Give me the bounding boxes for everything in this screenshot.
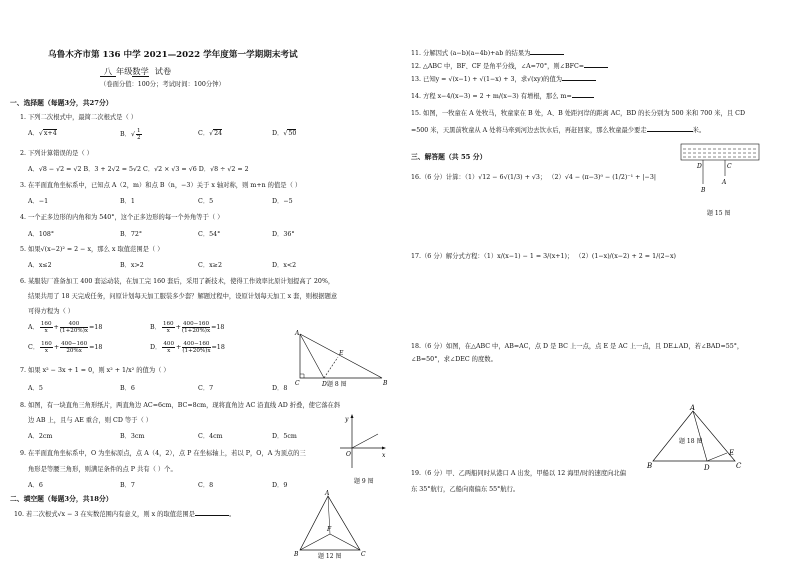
q3-option-a: A．−1	[28, 198, 49, 205]
exam-subtitle: 八 年级数学 试卷	[100, 66, 171, 77]
fig12-label-a: A	[325, 490, 330, 497]
fig12-label-f: F	[327, 526, 332, 533]
q4-option-d: D．36°	[272, 231, 295, 238]
question-13: 13. 已知y = √(x−1) + √(1−x) + 3，求√(xy)的值为	[411, 74, 596, 84]
fig18-label-d: D	[704, 464, 710, 472]
fig15-label-b: B	[701, 187, 706, 194]
fig12-label-c: C	[361, 551, 366, 558]
q8-option-c: C．4cm	[198, 433, 223, 440]
fig8-caption: 题 8 图	[327, 381, 347, 388]
q9-option-b: B．7	[120, 482, 135, 489]
right-column	[397, 0, 794, 562]
q5-option-d: D．x<2	[272, 262, 297, 269]
q7-option-d: D．8	[272, 385, 288, 392]
figure-9	[338, 412, 388, 474]
fig18-triangle	[653, 411, 735, 461]
q8-option-b: B．3cm	[120, 433, 145, 440]
question-3: 3. 在平面直角坐标系中，已知点 A（2，m）和点 B（n，−3）关于 x 轴对称，则 m+n 的值是（ ）	[20, 182, 302, 189]
question-1: 1. 下列二次根式中，最简二次根式是（ ）	[20, 114, 138, 121]
fig8-line-de	[324, 357, 338, 378]
fig8-label-e: E	[339, 350, 344, 357]
q6-option-b: B． $\frac{160}{x}$ + $\frac{400-160}{(1+20\%)x}$ =18	[150, 321, 225, 334]
exam-meta: （卷面分值：100分；考试时间：100分钟）	[100, 81, 225, 88]
q7-option-a: A．5	[28, 385, 43, 392]
fig18-label-c: C	[736, 462, 742, 470]
question-18-line-1: 18.（6 分）如图，在△ABC 中，AB=AC，点 D 是 BC 上一点，点 E 是 AC 上一点，且 DE⊥AD，若∠BAD=55°，	[411, 343, 744, 350]
fig15-label-c: C	[727, 163, 732, 170]
section-heading-solve: 三、解答题（共 55 分）	[411, 153, 487, 161]
fig15-river	[681, 144, 759, 160]
fig8-label-d: D	[322, 381, 327, 388]
question-5: 5. 如果√(x−2)² = 2 − x，那么 x 取值范围是（ ）	[20, 246, 164, 253]
q9-option-d: D．9	[272, 482, 288, 489]
fig9-caption: 题 9 图	[354, 478, 374, 485]
q1-option-c: C．√24	[198, 130, 223, 137]
figure-12	[290, 490, 376, 560]
subject-blank: 数学	[132, 66, 149, 76]
fig15-label-a: A	[722, 179, 727, 186]
fig8-label-c: C	[295, 380, 300, 387]
fig18-line-de	[707, 453, 727, 461]
question-16: 16.（6 分）计算：（1）√12 − 6√(1/3) + √3； （2）√4 − (π−3)⁰ − (1/2)⁻¹ + |−3|	[411, 174, 656, 181]
fig18-caption: 题 18 图	[679, 438, 703, 445]
question-8-line-2: 边 AB 上，且与 AE 重合，则 CD 等于（ ）	[28, 417, 153, 424]
question-12: 12. △ABC 中，BF、CF 是角平分线，∠A=70°，则∠BFC=	[411, 61, 608, 71]
q1-option-a: A．√x+4	[28, 130, 57, 137]
question-8-line-1: 8. 如图，有一块直角三角形纸片，两直角边 AC=6cm，BC=8cm，现将直角边 AC 沿直线 AD 折叠，使它落在斜	[20, 402, 341, 409]
fig12-caption: 题 12 图	[318, 553, 342, 560]
fig15-caption: 题 15 图	[707, 210, 731, 217]
q4-option-a: A．108°	[28, 231, 55, 238]
fig9-x-arrow	[382, 447, 386, 450]
question-15-line-2: =500 米，天黑前牧童从 A 处将马牵到河边去饮水后，再赶回家，那么牧童最少要走 米。	[411, 127, 706, 134]
fig9-label-x: x	[382, 452, 386, 459]
question-6-line-1: 6. 某服装厂准备加工 400 套运动装，在加工完 160 套后，采用了新技术，使得工作效率比原计划提高了 20%，	[20, 278, 335, 285]
fig12-label-b: B	[294, 551, 299, 558]
question-6-line-3: 可得方程为（ ）	[28, 308, 75, 315]
fig8-label-a: A	[295, 330, 300, 337]
question-2: 2. 下列计算错误的是（ ）	[20, 150, 93, 157]
fig15-label-d: D	[697, 163, 702, 170]
q3-option-d: D．−5	[272, 198, 293, 205]
fig18-label-e: E	[729, 449, 735, 457]
q3-option-b: B．1	[120, 198, 135, 205]
q4-option-b: B．72°	[120, 231, 143, 238]
q5-option-a: A．x≤2	[28, 262, 52, 269]
grade-blank: 八	[100, 66, 116, 77]
question-4: 4. 一个正多边形的内角和为 540°，这个正多边形的每一个外角等于（ ）	[20, 214, 224, 221]
question-10: 10. 若二次根式√x − 3 在实数范围内有意义，则 x 的取值范围是 。	[14, 511, 236, 518]
figure-15	[679, 142, 761, 212]
section-heading-choice: 一、选择题（每题3分，共27分）	[10, 99, 113, 107]
fig18-label-b: B	[647, 462, 653, 470]
question-19-line-2: 东 35°航行，乙船向南偏东 55°航行。	[411, 486, 520, 493]
q7-option-c: C．7	[198, 385, 214, 392]
question-14: 14. 方程 x−4/(x−3) = 2 + m/(x−3) 有增根，那么 m=	[411, 91, 594, 101]
question-11: 11. 分解因式 (a−b)(a−4b)+ab 的结果为	[411, 48, 564, 58]
question-19-line-1: 19.（6 分）甲、乙两船同时从港口 A 出发，甲船以 12 海里/时的速度向北偏	[411, 470, 627, 477]
fig9-line-oa	[352, 434, 378, 448]
question-15-line-1: 15. 如图，一牧童在 A 处牧马，牧童家在 B 处，A、B 处距河岸的距离 AC，BD 的长分别为 500 米和 700 米，且 CD	[411, 110, 746, 117]
q1-option-b: B．√ $\frac{1}{2}$	[120, 128, 141, 141]
q5-option-c: C．x≥2	[198, 262, 222, 269]
question-18-line-2: ∠B=50°，求∠DEC 的度数。	[411, 356, 497, 363]
q5-option-b: B．x>2	[120, 262, 144, 269]
q6-option-a: A． $\frac{160}{x}$ + $\frac{400}{(1+20\%)x}$ =18	[28, 321, 103, 334]
q7-option-b: B．6	[120, 385, 135, 392]
exam-title: 乌鲁木齐市第 136 中学 2021—2022 学年度第一学期期末考试	[48, 50, 298, 60]
q3-option-c: C．5	[198, 198, 214, 205]
fig12-triangle	[300, 496, 360, 550]
fig9-y-arrow	[351, 414, 354, 418]
question-6-line-2: 结果共用了 18 天完成任务，问原计划每天加工服装多少套？解题过程中，设原计划每天加工 x 套，则根据题意	[28, 293, 338, 300]
q1-option-d: D．√50	[272, 130, 297, 137]
question-17: 17.（6 分）解分式方程：（1）x/(x−1) − 1 = 3/(x+1)； （2）(1−x)/(x−2) + 2 = 1/(2−x)	[411, 253, 676, 260]
q8-option-a: A．2cm	[28, 433, 53, 440]
section-heading-fill: 二、填空题（每题3分，共18分）	[10, 495, 113, 503]
q4-option-c: C．54°	[198, 231, 221, 238]
question-9-line-2: 角形是等腰三角形，则满足条件的点 P 共有（ ）个。	[28, 466, 177, 473]
q9-option-a: A．6	[28, 482, 43, 489]
fig9-label-o: O	[346, 451, 351, 458]
q2-options: A．√8 − √2 = √2 B．3 + 2√2 = 5√2 C．√2 × √3 = √6 D．√8 ÷ √2 = 2	[28, 166, 249, 173]
fig8-label-b: B	[383, 380, 388, 387]
question-9-line-1: 9. 在平面直角坐标系中，O 为坐标原点，点 A（4，2），点 P 在坐标轴上，若以 P，O，A 为顶点的三	[20, 450, 306, 457]
fig8-right-angle	[300, 374, 304, 378]
q6-option-d: D． $\frac{400}{x}$ + $\frac{400-160}{(1+20\%)x}$ =18	[150, 341, 225, 354]
fig18-label-a: A	[690, 404, 696, 412]
q6-option-c: C． $\frac{160}{x}$ + $\frac{400-160}{20\%x}$ =18	[28, 341, 103, 354]
fig9-label-y: y	[345, 416, 349, 423]
q9-option-c: C．8	[198, 482, 214, 489]
fig18-line-ad	[693, 411, 707, 461]
question-7: 7. 如果 x² − 3x + 1 = 0，则 x² + 1/x² 的值为（ ）	[20, 367, 170, 374]
q8-option-d: D．5cm	[272, 433, 297, 440]
